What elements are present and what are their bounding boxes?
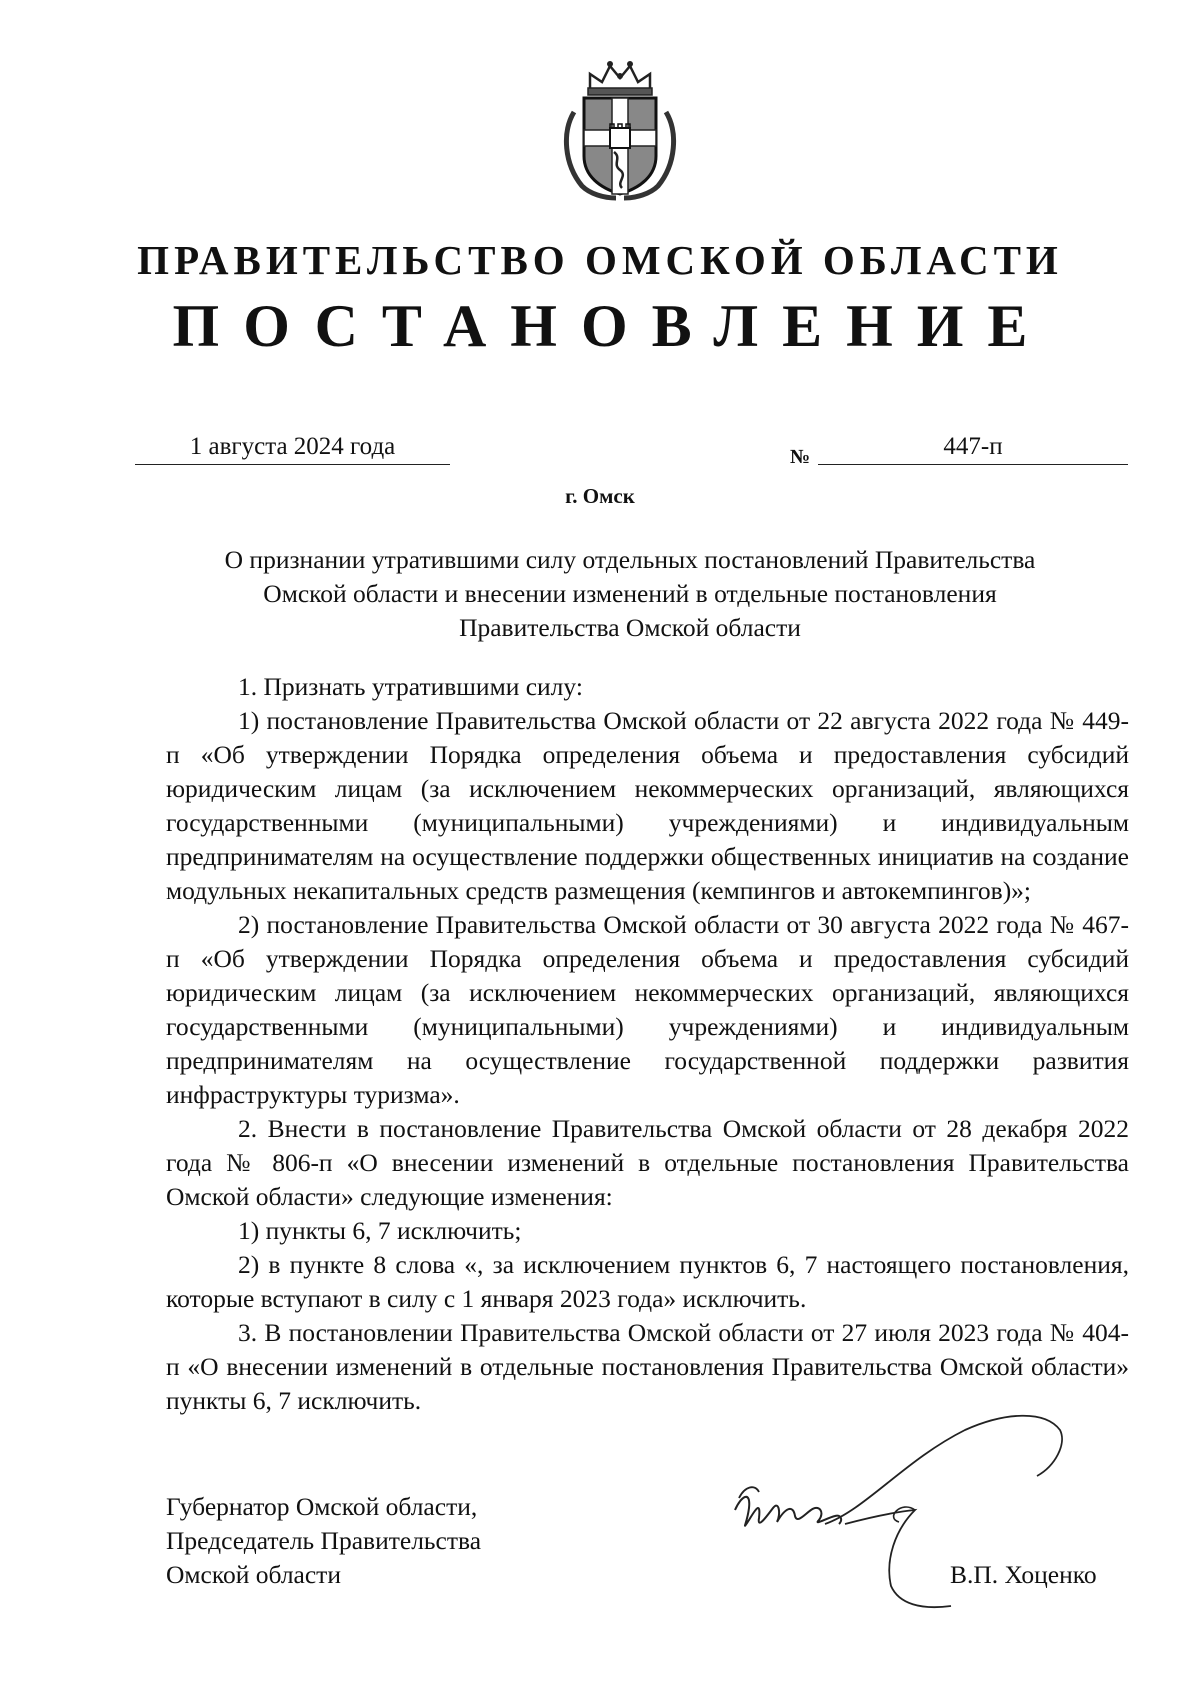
subject-line: Омской области и внесении изменений в отдельные постановления	[263, 579, 997, 608]
signatory-title-line: Председатель Правительства	[166, 1526, 482, 1555]
body-paragraph: 2) постановление Правительства Омской области от 30 августа 2022 года № 467-п «Об утверждении Порядка определения объема и предоставления субсидий юридическим лицам (за исключением некоммерческих организаций, являющихся государственными (муниципальными) учреждениями) и индивидуальным предпринимателям на осуществление государственной поддержки развития инфраструктуры туризма».	[166, 910, 1129, 1109]
document-city: г. Омск	[565, 484, 635, 508]
signatory-title-line: Омской области	[166, 1560, 341, 1589]
document-subject	[160, 543, 1100, 645]
signatory-title-line: Губернатор Омской области,	[166, 1492, 478, 1521]
coat-of-arms-icon	[560, 52, 680, 202]
subject-line: О признании утратившими силу отдельных постановлений Правительства	[224, 545, 1036, 574]
body-paragraph: 2) в пункте 8 слова «, за исключением пунктов 6, 7 настоящего постановления, которые вступают в силу с 1 января 2023 года» исключить.	[166, 1250, 1129, 1313]
document-type-title: ПОСТАНОВЛЕНИЕ	[172, 293, 1052, 359]
document-body	[166, 670, 1129, 1418]
body-paragraph: 1) постановление Правительства Омской области от 22 августа 2022 года № 449-п «Об утверждении Порядка определения объема и предоставления субсидий юридическим лицам (за исключением некоммерческих организаций, являющихся государственными (муниципальными) учреждениями) и индивидуальным предпринимателям на осуществление поддержки общественных инициатив на создание модульных некапитальных средств размещения (кемпингов и автокемпингов)»;	[166, 706, 1129, 905]
body-paragraph: 1) пункты 6, 7 исключить;	[238, 1216, 522, 1245]
document-date: 1 августа 2024 года	[135, 430, 450, 465]
signatory-title	[166, 1490, 481, 1592]
body-paragraph: 1. Признать утратившими силу:	[238, 672, 583, 701]
body-paragraph: 2. Внести в постановление Правительства Омской области от 28 декабря 2022 года № 806-п «О внесении изменений в отдельные постановления Правительства Омской области» следующие изменения:	[166, 1114, 1129, 1211]
subject-line: Правительства Омской области	[459, 613, 801, 642]
handwritten-signature	[715, 1400, 1105, 1630]
document-number: 447-п	[818, 430, 1128, 465]
number-sign: №	[790, 446, 811, 468]
body-paragraph: 3. В постановлении Правительства Омской области от 27 июля 2023 года № 404-п «О внесении изменений в отдельные постановления Правительства Омской области» пункты 6, 7 исключить.	[166, 1318, 1129, 1415]
signatory-name: В.П. Хоценко	[950, 1560, 1097, 1589]
government-title: ПРАВИТЕЛЬСТВО ОМСКОЙ ОБЛАСТИ	[137, 237, 1063, 283]
